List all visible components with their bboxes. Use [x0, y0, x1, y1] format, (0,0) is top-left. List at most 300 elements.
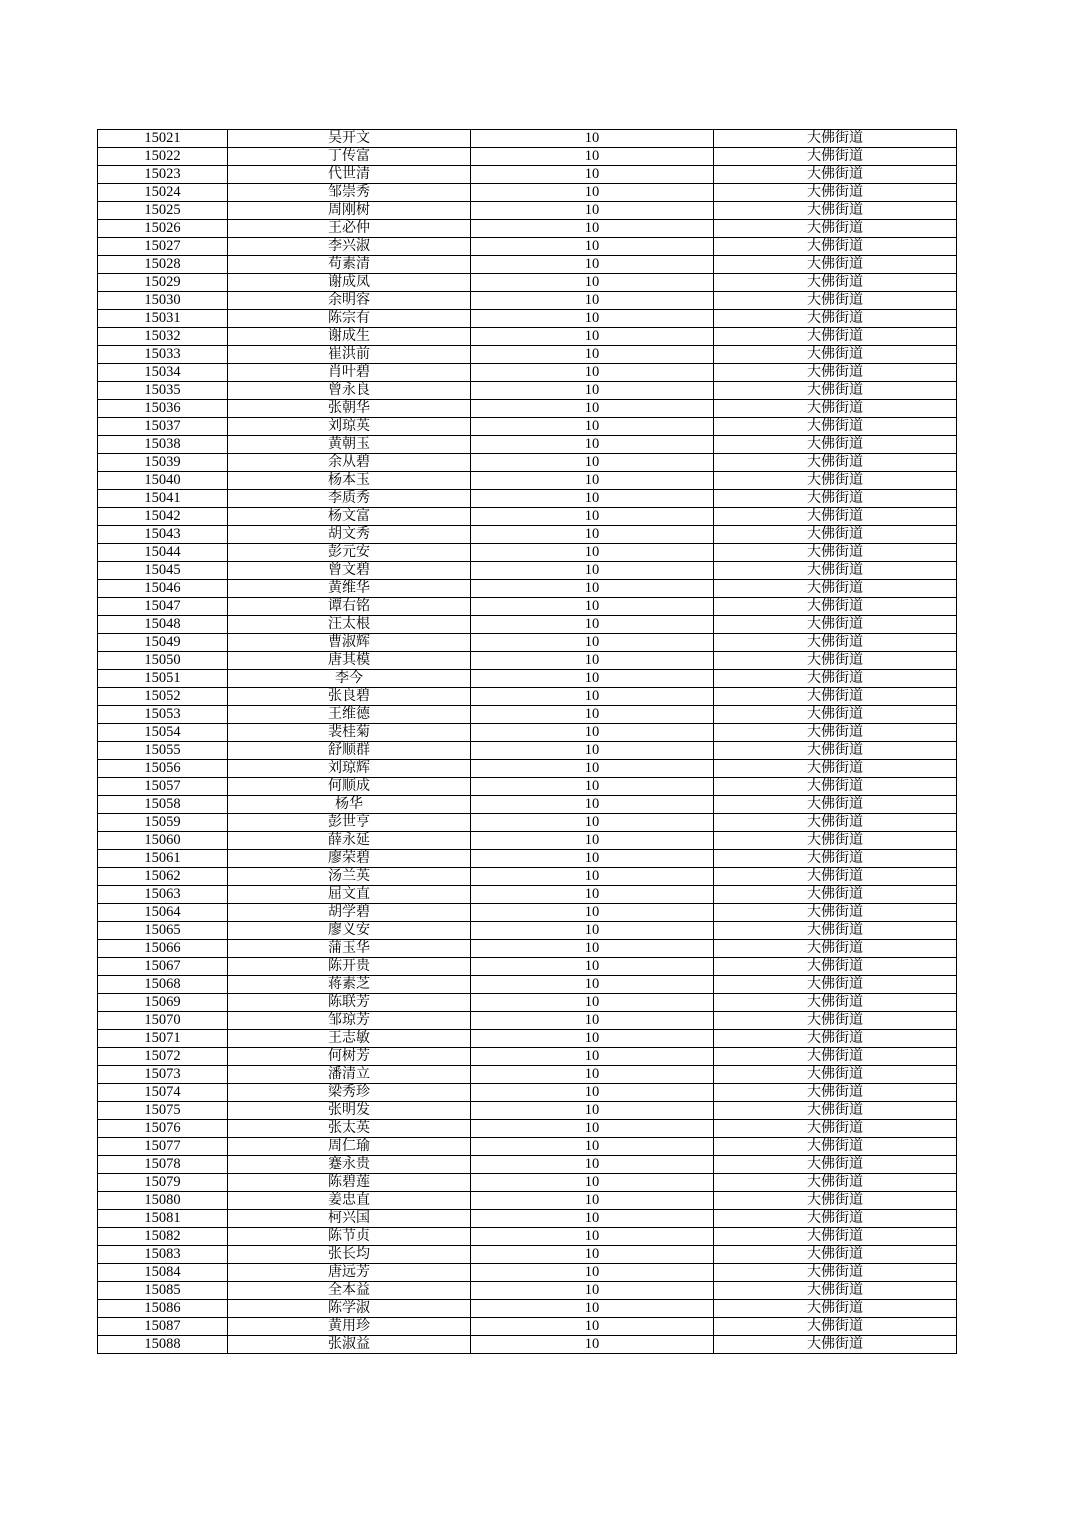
name-cell: 彭世亨	[228, 814, 471, 832]
name-cell: 陈宗有	[228, 310, 471, 328]
row-number-cell: 15080	[98, 1192, 228, 1210]
row-number-cell: 15041	[98, 490, 228, 508]
street-cell: 大佛街道	[714, 976, 957, 994]
street-cell: 大佛街道	[714, 292, 957, 310]
row-number-cell: 15048	[98, 616, 228, 634]
amount-cell: 10	[471, 1084, 714, 1102]
name-cell: 杨本玉	[228, 472, 471, 490]
row-number-cell: 15064	[98, 904, 228, 922]
table-row	[98, 490, 957, 508]
amount-cell: 10	[471, 652, 714, 670]
amount-cell: 10	[471, 742, 714, 760]
amount-cell: 10	[471, 436, 714, 454]
table-row	[98, 1102, 957, 1120]
table-row	[98, 292, 957, 310]
table-row	[98, 130, 957, 148]
row-number-cell: 15028	[98, 256, 228, 274]
street-cell: 大佛街道	[714, 1336, 957, 1354]
name-cell: 李兴淑	[228, 238, 471, 256]
table-row	[98, 328, 957, 346]
name-cell: 余明容	[228, 292, 471, 310]
amount-cell: 10	[471, 310, 714, 328]
row-number-cell: 15066	[98, 940, 228, 958]
street-cell: 大佛街道	[714, 1084, 957, 1102]
name-cell: 吴开文	[228, 130, 471, 148]
row-number-cell: 15073	[98, 1066, 228, 1084]
amount-cell: 10	[471, 616, 714, 634]
amount-cell: 10	[471, 472, 714, 490]
amount-cell: 10	[471, 1120, 714, 1138]
row-number-cell: 15070	[98, 1012, 228, 1030]
amount-cell: 10	[471, 562, 714, 580]
amount-cell: 10	[471, 778, 714, 796]
amount-cell: 10	[471, 850, 714, 868]
name-cell: 谢成生	[228, 328, 471, 346]
street-cell: 大佛街道	[714, 706, 957, 724]
name-cell: 邹崇秀	[228, 184, 471, 202]
amount-cell: 10	[471, 1246, 714, 1264]
table-row	[98, 1030, 957, 1048]
name-cell: 肖叶碧	[228, 364, 471, 382]
table-row	[98, 436, 957, 454]
row-number-cell: 15058	[98, 796, 228, 814]
street-cell: 大佛街道	[714, 256, 957, 274]
name-cell: 舒顺群	[228, 742, 471, 760]
name-cell: 李今	[228, 670, 471, 688]
row-number-cell: 15063	[98, 886, 228, 904]
name-cell: 张良碧	[228, 688, 471, 706]
amount-cell: 10	[471, 1156, 714, 1174]
row-number-cell: 15055	[98, 742, 228, 760]
street-cell: 大佛街道	[714, 922, 957, 940]
table-row	[98, 166, 957, 184]
row-number-cell: 15085	[98, 1282, 228, 1300]
name-cell: 崔洪前	[228, 346, 471, 364]
table-row	[98, 760, 957, 778]
table-row	[98, 814, 957, 832]
table-row	[98, 796, 957, 814]
amount-cell: 10	[471, 832, 714, 850]
row-number-cell: 15053	[98, 706, 228, 724]
table-row	[98, 868, 957, 886]
name-cell: 周刚树	[228, 202, 471, 220]
amount-cell: 10	[471, 292, 714, 310]
name-cell: 唐远芳	[228, 1264, 471, 1282]
street-cell: 大佛街道	[714, 760, 957, 778]
row-number-cell: 15051	[98, 670, 228, 688]
row-number-cell: 15067	[98, 958, 228, 976]
street-cell: 大佛街道	[714, 166, 957, 184]
name-cell: 裴桂菊	[228, 724, 471, 742]
table-row	[98, 652, 957, 670]
table-row	[98, 382, 957, 400]
name-cell: 苟素清	[228, 256, 471, 274]
amount-cell: 10	[471, 274, 714, 292]
street-cell: 大佛街道	[714, 1120, 957, 1138]
street-cell: 大佛街道	[714, 1030, 957, 1048]
row-number-cell: 15069	[98, 994, 228, 1012]
name-cell: 廖荣碧	[228, 850, 471, 868]
amount-cell: 10	[471, 1138, 714, 1156]
street-cell: 大佛街道	[714, 1102, 957, 1120]
street-cell: 大佛街道	[714, 508, 957, 526]
street-cell: 大佛街道	[714, 1066, 957, 1084]
amount-cell: 10	[471, 220, 714, 238]
row-number-cell: 15034	[98, 364, 228, 382]
name-cell: 曾永良	[228, 382, 471, 400]
street-cell: 大佛街道	[714, 850, 957, 868]
row-number-cell: 15057	[98, 778, 228, 796]
row-number-cell: 15038	[98, 436, 228, 454]
table-row	[98, 886, 957, 904]
table-row	[98, 958, 957, 976]
name-cell: 谢成凤	[228, 274, 471, 292]
amount-cell: 10	[471, 490, 714, 508]
table-row	[98, 1066, 957, 1084]
street-cell: 大佛街道	[714, 1282, 957, 1300]
table-row	[98, 454, 957, 472]
table-row	[98, 202, 957, 220]
name-cell: 蒲玉华	[228, 940, 471, 958]
table-row	[98, 1264, 957, 1282]
row-number-cell: 15077	[98, 1138, 228, 1156]
row-number-cell: 15047	[98, 598, 228, 616]
name-cell: 何顺成	[228, 778, 471, 796]
street-cell: 大佛街道	[714, 238, 957, 256]
name-cell: 丁传富	[228, 148, 471, 166]
name-cell: 陈联芳	[228, 994, 471, 1012]
table-row	[98, 400, 957, 418]
amount-cell: 10	[471, 1048, 714, 1066]
row-number-cell: 15059	[98, 814, 228, 832]
table-row	[98, 1282, 957, 1300]
amount-cell: 10	[471, 922, 714, 940]
row-number-cell: 15075	[98, 1102, 228, 1120]
street-cell: 大佛街道	[714, 796, 957, 814]
street-cell: 大佛街道	[714, 562, 957, 580]
row-number-cell: 15036	[98, 400, 228, 418]
table-row	[98, 1246, 957, 1264]
name-cell: 陈节贞	[228, 1228, 471, 1246]
street-cell: 大佛街道	[714, 544, 957, 562]
table-row	[98, 1336, 957, 1354]
table-row	[98, 724, 957, 742]
street-cell: 大佛街道	[714, 1318, 957, 1336]
table-row	[98, 562, 957, 580]
street-cell: 大佛街道	[714, 598, 957, 616]
table-row	[98, 580, 957, 598]
amount-cell: 10	[471, 580, 714, 598]
amount-cell: 10	[471, 598, 714, 616]
row-number-cell: 15039	[98, 454, 228, 472]
street-cell: 大佛街道	[714, 184, 957, 202]
row-number-cell: 15062	[98, 868, 228, 886]
amount-cell: 10	[471, 1318, 714, 1336]
row-number-cell: 15040	[98, 472, 228, 490]
amount-cell: 10	[471, 148, 714, 166]
name-cell: 汤兰英	[228, 868, 471, 886]
name-cell: 周仁瑜	[228, 1138, 471, 1156]
street-cell: 大佛街道	[714, 220, 957, 238]
street-cell: 大佛街道	[714, 1048, 957, 1066]
street-cell: 大佛街道	[714, 670, 957, 688]
name-cell: 唐其模	[228, 652, 471, 670]
row-number-cell: 15029	[98, 274, 228, 292]
name-cell: 何树芳	[228, 1048, 471, 1066]
data-table	[97, 129, 957, 1354]
name-cell: 谭右铭	[228, 598, 471, 616]
amount-cell: 10	[471, 940, 714, 958]
table-row	[98, 832, 957, 850]
street-cell: 大佛街道	[714, 994, 957, 1012]
amount-cell: 10	[471, 1192, 714, 1210]
amount-cell: 10	[471, 760, 714, 778]
name-cell: 梁秀珍	[228, 1084, 471, 1102]
street-cell: 大佛街道	[714, 148, 957, 166]
row-number-cell: 15083	[98, 1246, 228, 1264]
name-cell: 胡文秀	[228, 526, 471, 544]
table-row	[98, 1318, 957, 1336]
name-cell: 王必仲	[228, 220, 471, 238]
row-number-cell: 15026	[98, 220, 228, 238]
street-cell: 大佛街道	[714, 400, 957, 418]
amount-cell: 10	[471, 202, 714, 220]
table-row	[98, 148, 957, 166]
row-number-cell: 15045	[98, 562, 228, 580]
amount-cell: 10	[471, 544, 714, 562]
name-cell: 李质秀	[228, 490, 471, 508]
row-number-cell: 15065	[98, 922, 228, 940]
street-cell: 大佛街道	[714, 1156, 957, 1174]
row-number-cell: 15043	[98, 526, 228, 544]
name-cell: 姜忠直	[228, 1192, 471, 1210]
street-cell: 大佛街道	[714, 616, 957, 634]
amount-cell: 10	[471, 634, 714, 652]
row-number-cell: 15027	[98, 238, 228, 256]
table-row	[98, 1084, 957, 1102]
table-row	[98, 904, 957, 922]
name-cell: 刘琼英	[228, 418, 471, 436]
amount-cell: 10	[471, 454, 714, 472]
name-cell: 全本益	[228, 1282, 471, 1300]
row-number-cell: 15035	[98, 382, 228, 400]
table-row	[98, 742, 957, 760]
row-number-cell: 15025	[98, 202, 228, 220]
amount-cell: 10	[471, 1228, 714, 1246]
table-row	[98, 994, 957, 1012]
table-row	[98, 1048, 957, 1066]
table-row	[98, 850, 957, 868]
table-row	[98, 526, 957, 544]
amount-cell: 10	[471, 1264, 714, 1282]
street-cell: 大佛街道	[714, 940, 957, 958]
table-row	[98, 310, 957, 328]
row-number-cell: 15071	[98, 1030, 228, 1048]
name-cell: 王志敏	[228, 1030, 471, 1048]
street-cell: 大佛街道	[714, 742, 957, 760]
row-number-cell: 15082	[98, 1228, 228, 1246]
table-row	[98, 1156, 957, 1174]
row-number-cell: 15032	[98, 328, 228, 346]
table-row	[98, 976, 957, 994]
amount-cell: 10	[471, 166, 714, 184]
street-cell: 大佛街道	[714, 472, 957, 490]
street-cell: 大佛街道	[714, 382, 957, 400]
name-cell: 彭元安	[228, 544, 471, 562]
street-cell: 大佛街道	[714, 346, 957, 364]
row-number-cell: 15054	[98, 724, 228, 742]
name-cell: 黄用珍	[228, 1318, 471, 1336]
street-cell: 大佛街道	[714, 418, 957, 436]
street-cell: 大佛街道	[714, 454, 957, 472]
name-cell: 张淑益	[228, 1336, 471, 1354]
name-cell: 邹琼芳	[228, 1012, 471, 1030]
street-cell: 大佛街道	[714, 814, 957, 832]
table-row	[98, 778, 957, 796]
amount-cell: 10	[471, 1012, 714, 1030]
amount-cell: 10	[471, 1174, 714, 1192]
street-cell: 大佛街道	[714, 526, 957, 544]
row-number-cell: 15056	[98, 760, 228, 778]
row-number-cell: 15079	[98, 1174, 228, 1192]
row-number-cell: 15052	[98, 688, 228, 706]
amount-cell: 10	[471, 886, 714, 904]
street-cell: 大佛街道	[714, 832, 957, 850]
table-row	[98, 598, 957, 616]
row-number-cell: 15087	[98, 1318, 228, 1336]
name-cell: 杨华	[228, 796, 471, 814]
name-cell: 余从碧	[228, 454, 471, 472]
name-cell: 曹淑辉	[228, 634, 471, 652]
row-number-cell: 15030	[98, 292, 228, 310]
amount-cell: 10	[471, 184, 714, 202]
street-cell: 大佛街道	[714, 1300, 957, 1318]
table-row	[98, 1174, 957, 1192]
amount-cell: 10	[471, 418, 714, 436]
street-cell: 大佛街道	[714, 886, 957, 904]
table-row	[98, 364, 957, 382]
amount-cell: 10	[471, 1210, 714, 1228]
table-row	[98, 256, 957, 274]
amount-cell: 10	[471, 328, 714, 346]
street-cell: 大佛街道	[714, 274, 957, 292]
amount-cell: 10	[471, 526, 714, 544]
name-cell: 代世清	[228, 166, 471, 184]
table-row	[98, 418, 957, 436]
row-number-cell: 15031	[98, 310, 228, 328]
amount-cell: 10	[471, 382, 714, 400]
street-cell: 大佛街道	[714, 130, 957, 148]
table-row	[98, 940, 957, 958]
street-cell: 大佛街道	[714, 1264, 957, 1282]
row-number-cell: 15074	[98, 1084, 228, 1102]
name-cell: 曾文碧	[228, 562, 471, 580]
amount-cell: 10	[471, 256, 714, 274]
row-number-cell: 15046	[98, 580, 228, 598]
table-row	[98, 706, 957, 724]
row-number-cell: 15081	[98, 1210, 228, 1228]
row-number-cell: 15072	[98, 1048, 228, 1066]
row-number-cell: 15084	[98, 1264, 228, 1282]
table-row	[98, 922, 957, 940]
street-cell: 大佛街道	[714, 1138, 957, 1156]
row-number-cell: 15061	[98, 850, 228, 868]
street-cell: 大佛街道	[714, 724, 957, 742]
table-row	[98, 184, 957, 202]
amount-cell: 10	[471, 1282, 714, 1300]
amount-cell: 10	[471, 346, 714, 364]
name-cell: 刘琼辉	[228, 760, 471, 778]
name-cell: 汪太根	[228, 616, 471, 634]
table-body	[98, 130, 957, 1354]
name-cell: 陈碧莲	[228, 1174, 471, 1192]
row-number-cell: 15086	[98, 1300, 228, 1318]
street-cell: 大佛街道	[714, 634, 957, 652]
name-cell: 蒋素芝	[228, 976, 471, 994]
name-cell: 张明发	[228, 1102, 471, 1120]
amount-cell: 10	[471, 508, 714, 526]
name-cell: 张太英	[228, 1120, 471, 1138]
table-row	[98, 1012, 957, 1030]
street-cell: 大佛街道	[714, 1228, 957, 1246]
street-cell: 大佛街道	[714, 1246, 957, 1264]
amount-cell: 10	[471, 976, 714, 994]
name-cell: 陈开贵	[228, 958, 471, 976]
amount-cell: 10	[471, 904, 714, 922]
amount-cell: 10	[471, 796, 714, 814]
amount-cell: 10	[471, 400, 714, 418]
name-cell: 柯兴国	[228, 1210, 471, 1228]
table-row	[98, 220, 957, 238]
street-cell: 大佛街道	[714, 1192, 957, 1210]
table-row	[98, 238, 957, 256]
row-number-cell: 15044	[98, 544, 228, 562]
name-cell: 张长均	[228, 1246, 471, 1264]
name-cell: 黄朝玉	[228, 436, 471, 454]
table-row	[98, 544, 957, 562]
amount-cell: 10	[471, 1300, 714, 1318]
street-cell: 大佛街道	[714, 688, 957, 706]
amount-cell: 10	[471, 1066, 714, 1084]
amount-cell: 10	[471, 814, 714, 832]
row-number-cell: 15033	[98, 346, 228, 364]
table-row	[98, 1120, 957, 1138]
table-row	[98, 616, 957, 634]
row-number-cell: 15076	[98, 1120, 228, 1138]
street-cell: 大佛街道	[714, 490, 957, 508]
table-row	[98, 274, 957, 292]
table-row	[98, 1228, 957, 1246]
amount-cell: 10	[471, 670, 714, 688]
row-number-cell: 15049	[98, 634, 228, 652]
row-number-cell: 15037	[98, 418, 228, 436]
name-cell: 潘清立	[228, 1066, 471, 1084]
table-row	[98, 346, 957, 364]
table-row	[98, 1210, 957, 1228]
table-row	[98, 1300, 957, 1318]
row-number-cell: 15068	[98, 976, 228, 994]
table-row	[98, 634, 957, 652]
amount-cell: 10	[471, 1030, 714, 1048]
table-row	[98, 508, 957, 526]
street-cell: 大佛街道	[714, 904, 957, 922]
name-cell: 薛永延	[228, 832, 471, 850]
amount-cell: 10	[471, 238, 714, 256]
name-cell: 廖义安	[228, 922, 471, 940]
name-cell: 陈学淑	[228, 1300, 471, 1318]
name-cell: 胡学碧	[228, 904, 471, 922]
row-number-cell: 15060	[98, 832, 228, 850]
